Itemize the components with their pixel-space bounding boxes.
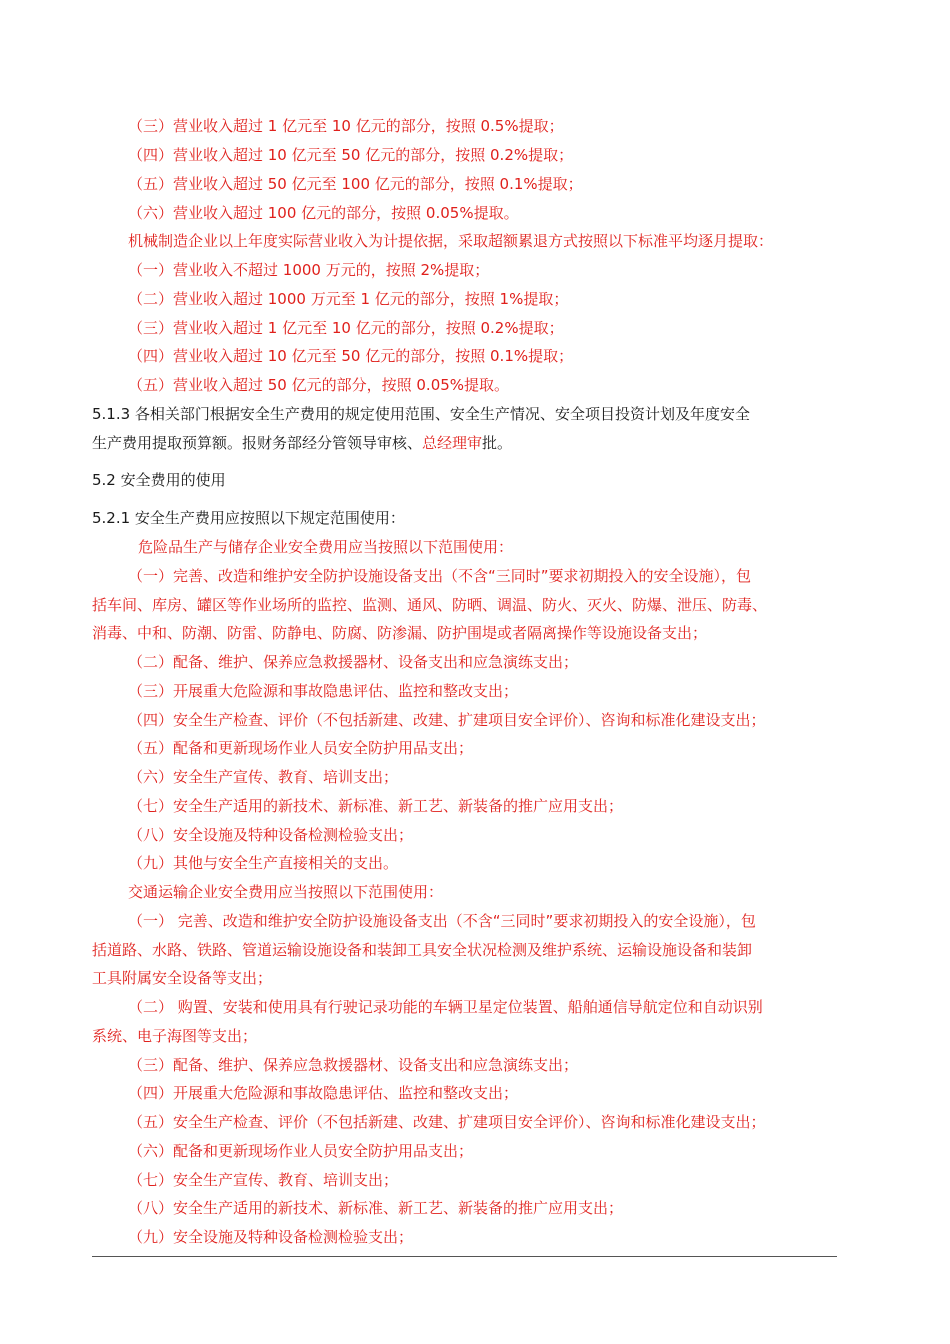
text-line: （三）营业收入超过 1 亿元至 10 亿元的部分，按照 0.2%提取；	[128, 319, 564, 337]
text-span: 生产费用提取预算额。报财务部经分管领导审核、	[92, 434, 423, 452]
text-line: 危险品生产与储存企业安全费用应当按照以下范围使用：	[138, 538, 514, 556]
text-line: 交通运输企业安全费用应当按照以下范围使用：	[128, 883, 444, 901]
highlighted-text: 总经理审	[422, 434, 483, 452]
text-line: （三）配备、维护、保养应急救援器材、设备支出和应急演练支出；	[128, 1056, 579, 1074]
text-line: （四）开展重大危险源和事故隐患评估、监控和整改支出；	[128, 1084, 519, 1102]
text-line: （六）安全生产宣传、教育、培训支出；	[128, 768, 399, 786]
section-paragraph-cont	[92, 433, 512, 453]
section-heading: 5.2 安全费用的使用	[92, 471, 226, 489]
text-line: （一）完善、改造和维护安全防护设施设备支出（不含“三同时”要求初期投入的安全设施），包	[128, 567, 752, 585]
text-line: （五）安全生产检查、评价（不包括新建、改建、扩建项目安全评价）、咨询和标准化建设支出；	[128, 1113, 766, 1131]
text-line: （七）安全生产适用的新技术、新标准、新工艺、新装备的推广应用支出；	[128, 797, 624, 815]
text-line: （六）营业收入超过 100 亿元的部分，按照 0.05%提取。	[128, 204, 519, 222]
text-line: 机械制造企业以上年度实际营业收入为计提依据，采取超额累退方式按照以下标准平均逐月提取：	[128, 232, 774, 250]
text-line: 消毒、中和、防潮、防雷、防静电、防腐、防渗漏、防护围堤或者隔离操作等设施设备支出；	[92, 624, 708, 642]
text-line: 括车间、库房、罐区等作业场所的监控、监测、通风、防晒、调温、防火、灭火、防爆、泄压、防毒、	[92, 596, 768, 614]
text-line: （七）安全生产宣传、教育、培训支出；	[128, 1171, 399, 1189]
text-line: （一） 完善、改造和维护安全防护设施设备支出（不含“三同时”要求初期投入的安全设施），包	[128, 912, 756, 930]
text-line: （二）配备、维护、保养应急救援器材、设备支出和应急演练支出；	[128, 653, 579, 671]
text-line: （五）配备和更新现场作业人员安全防护用品支出；	[128, 739, 474, 757]
text-line: 工具附属安全设备等支出；	[92, 969, 273, 987]
text-line: 括道路、水路、铁路、管道运输设施设备和装卸工具安全状况检测及维护系统、运输设施设备和装卸	[92, 941, 753, 959]
text-line: （三）营业收入超过 1 亿元至 10 亿元的部分，按照 0.5%提取；	[128, 117, 564, 135]
text-line: （二） 购置、安装和使用具有行驶记录功能的车辆卫星定位装置、船舶通信导航定位和自动识别	[128, 998, 763, 1016]
text-line: （九）安全设施及特种设备检测检验支出；	[128, 1228, 414, 1246]
text-span: 批。	[482, 434, 513, 452]
text-line: （三）开展重大危险源和事故隐患评估、监控和整改支出；	[128, 682, 519, 700]
text-line: （一）营业收入不超过 1000 万元的，按照 2%提取；	[128, 261, 490, 279]
text-line: （八）安全生产适用的新技术、新标准、新工艺、新装备的推广应用支出；	[128, 1199, 624, 1217]
text-line: 系统、电子海图等支出；	[92, 1027, 258, 1045]
text-line: （四）营业收入超过 10 亿元至 50 亿元的部分，按照 0.1%提取；	[128, 347, 574, 365]
subsection-heading: 5.2.1 安全生产费用应按照以下规定范围使用：	[92, 509, 405, 527]
text-line: （九）其他与安全生产直接相关的支出。	[128, 854, 399, 872]
footer-divider	[92, 1256, 837, 1257]
text-line: （二）营业收入超过 1000 万元至 1 亿元的部分，按照 1%提取；	[128, 290, 569, 308]
text-line: （五）营业收入超过 50 亿元至 100 亿元的部分，按照 0.1%提取；	[128, 175, 583, 193]
text-line: （八）安全设施及特种设备检测检验支出；	[128, 826, 414, 844]
text-line: （六）配备和更新现场作业人员安全防护用品支出；	[128, 1142, 474, 1160]
text-line: （四）营业收入超过 10 亿元至 50 亿元的部分，按照 0.2%提取；	[128, 146, 574, 164]
text-line: （四）安全生产检查、评价（不包括新建、改建、扩建项目安全评价）、咨询和标准化建设支出；	[128, 711, 766, 729]
section-paragraph: 5.1.3 各相关部门根据安全生产费用的规定使用范围、安全生产情况、安全项目投资计划及年度安全	[92, 405, 750, 423]
text-line: （五）营业收入超过 50 亿元的部分，按照 0.05%提取。	[128, 376, 510, 394]
